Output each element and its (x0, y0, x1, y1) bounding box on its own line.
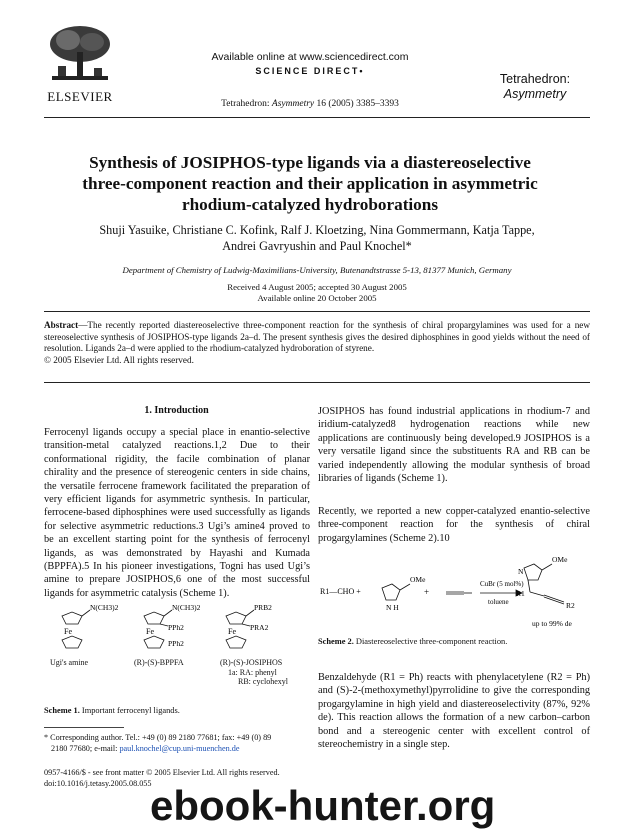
ome-label-left: OMe (410, 575, 426, 584)
paper-title: Synthesis of JOSIPHOS-type ligands via a diastereoselective three-component reaction and their application in asymmetric rhodium-catalyzed hydroborations (82, 153, 538, 214)
abstract-rule-top (44, 311, 590, 312)
section-heading: 1. Introduction (144, 405, 209, 416)
citation: Tetrahedron: Asymmetry 16 (2005) 3385–3393 (221, 99, 399, 109)
right-paragraph-3: Benzaldehyde (R1 = Ph) reacts with phenylacetylene (R2 = Ph) and (S)-2-(methoxymethyl)pyrrolidine to give the corresponding progargylamine in high yield and diastereoselectivity (87%, 92% de). This reaction allows the formation of a new carbon–carbon bond and a stereogenic center with excellent control of stereochemistry in a single step. (318, 672, 590, 751)
nme2-label-b: N(CH3)2 (172, 604, 201, 612)
pph2-label-b1: PPh2 (168, 623, 184, 632)
pra2-label: PRA2 (250, 623, 269, 632)
journal-name: Tetrahedron: Asymmetry (499, 72, 571, 101)
header-rule (44, 117, 590, 118)
available-online: Available online at www.sciencedirect.com (211, 51, 409, 63)
corresponding-author: * Corresponding author. Tel.: +49 (0) 89 2180 77681; fax: +49 (0) 89 2180 77680; e-mail: paul.knochel@cup.uni-muenchen.de (44, 733, 272, 753)
scheme2-caption: Scheme 2. Diastereoselective three-component reaction. (318, 637, 508, 646)
right-paragraph-2: Recently, we reported a new copper-catalyzed enantio-selective three-component reaction for the synthesis of chiral progargylamines (Scheme 2).10 (318, 506, 590, 544)
watermark-text: ebook-hunter.org (150, 782, 496, 829)
affiliation: Department of Chemistry of Ludwig-Maximilians-University, Butenandtstrasse 5-13, 81377 Munich, Germany (122, 265, 512, 275)
publisher-name: ELSEVIER (47, 89, 113, 104)
authors: Shuji Yasuike, Christiane C. Kofink, Ralf J. Kloetzing, Nina Gommermann, Katja Tappe, Andrei Gavryushin and Paul Knochel* (99, 223, 535, 253)
plus-sign: + (424, 587, 430, 597)
author-email-link[interactable]: paul.knochel@cup.uni-muenchen.de (119, 743, 240, 753)
r1-label: R1 (516, 589, 525, 598)
scheme1-label-bppfa: (R)-(S)-BPPFA (134, 658, 184, 667)
fe-label-c: Fe (228, 627, 236, 636)
intro-paragraph: Ferrocenyl ligands occupy a special place in enantio-selective transition-metal catalyzed reactions.1,2 Due to their conformational rigidity, the facile combination of planar chirality and the presence of stereogenic centers in side chains, the versatile ferrocene framework facilitated the preparation of very efficient ligands for asymmetric synthesis. In particular, ferrocene-based diphosphines were used successfully as ligands for selective asymmetric reductions.3 Ugi’s amine4 proved to be an excellent starting point for the synthesis of ferrocenyl ligands, as was demonstrated by Hayashi and Kumada (BPPFA).5 In his pioneer investigations, Togni has used Ugi’s amine to prepare JOSIPHOS,6 one of the most successful ligands for asymmetric catalysis (Scheme 1). (44, 427, 310, 599)
nh-label: N H (386, 603, 399, 612)
tree-icon (44, 22, 116, 84)
scheme1-caption: Scheme 1. Important ferrocenyl ligands. (44, 706, 180, 715)
scheme2-figure (318, 550, 590, 636)
nme2-label-a: N(CH3)2 (90, 604, 119, 612)
abstract: Abstract—The recently reported diastereoselective three-component reaction for the synthesis of chiral propargylamines was used for a new stereoselective synthesis of JOSIPHOS-type ligands 2a–d. The present synthesis gives the desired diphosphines in good yields without the need of resolution. Ligands 2a–d were applied to the rhodium-catalyzed hydroboration of styrene. © 2005 Elsevier Ltd. All rights reserved. (44, 320, 590, 365)
footnote-rule (44, 727, 124, 728)
n-label: N (518, 567, 524, 576)
solvent-label: toluene (488, 598, 509, 606)
r1cho-label: R1—CHO + (320, 587, 361, 596)
fe-label-a: Fe (64, 627, 72, 636)
scheme1-figure (44, 604, 310, 686)
catalyst-label: CuBr (5 mol%) (480, 580, 524, 588)
ome-label-right: OMe (552, 555, 568, 564)
sciencedirect-logo: SCIENCE DIRECT• (255, 66, 365, 76)
right-paragraph-1: JOSIPHOS has found industrial applications in rhodium-7 and iridium-catalyzed8 hydrogenation reactions while new applications are continuously being developed.9 JOSIPHOS is a very versatile ligand since the substituents RA and RB can be varied independently allowing the modular synthesis of broad libraries of ligands (Scheme 1). (318, 406, 590, 485)
dates: Received 4 August 2005; accepted 30 August 2005 Available online 20 October 2005 (227, 282, 407, 303)
scheme1-label-ugi: Ugi's amine (50, 658, 89, 667)
issn-line: 0957-4166/$ - see front matter © 2005 Elsevier Ltd. All rights reserved. doi:10.1016/j.tetasy.2005.08.055 (44, 768, 280, 788)
yield-label: up to 99% de (532, 619, 572, 628)
elsevier-logo (44, 22, 116, 104)
fe-label-b: Fe (146, 627, 154, 636)
ferrocene-structures (44, 604, 310, 654)
three-component-reaction (318, 550, 590, 636)
pph2-label-b2: PPh2 (168, 639, 184, 648)
r2-label: R2 (566, 601, 575, 610)
abstract-rule-bottom (44, 382, 590, 383)
scheme1-label-josiphos: (R)-(S)-JOSIPHOS 1a: RA: phenyl RB: cyclohexyl (220, 658, 288, 686)
prb2-label: PRB2 (254, 604, 272, 612)
